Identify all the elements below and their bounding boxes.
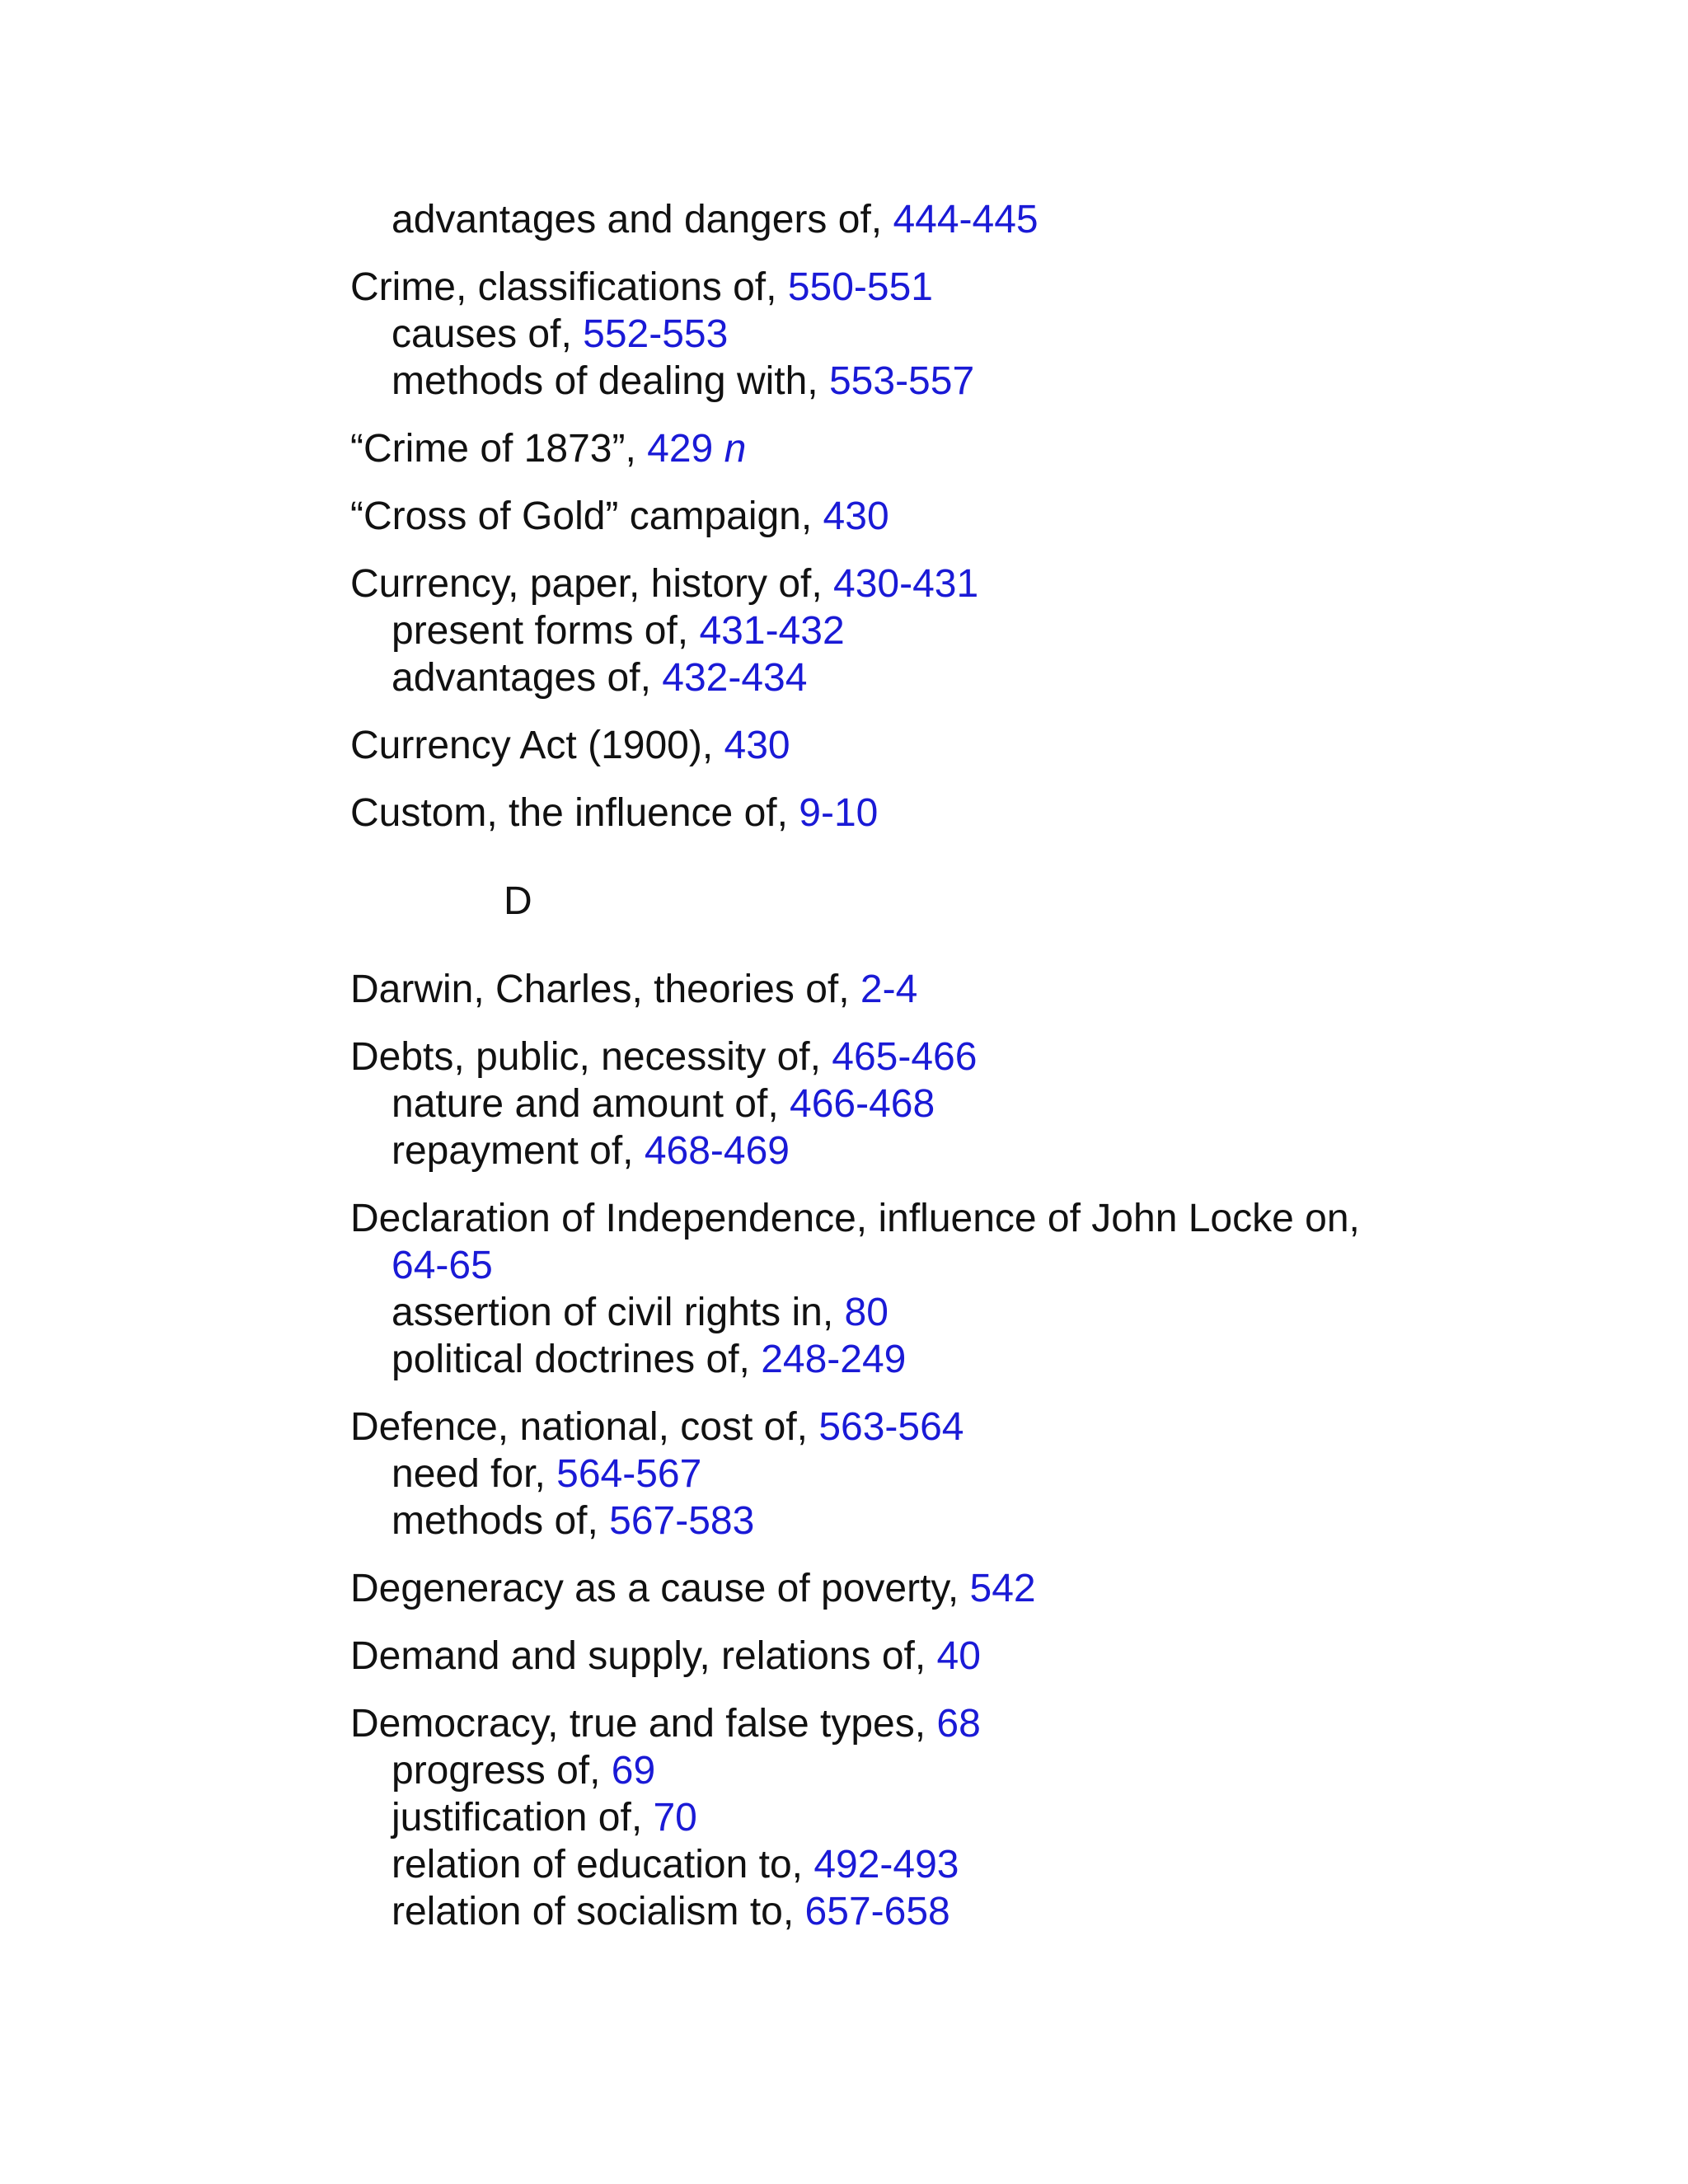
index-heading [350, 1404, 1504, 1451]
index-entry [350, 1404, 1504, 1544]
index-entry [350, 1700, 1504, 1935]
index-subentry [350, 1747, 1504, 1794]
entry-text: repayment of, [392, 1129, 645, 1173]
entry-text: “Cross of Gold” campaign, [350, 494, 823, 538]
index-subentry [350, 358, 1504, 405]
page-reference-link[interactable]: 468-469 [644, 1129, 790, 1173]
entry-text: Darwin, Charles, theories of, [350, 968, 860, 1011]
index-heading [350, 790, 1504, 837]
page-reference-link[interactable]: 553-557 [828, 359, 975, 403]
footnote-marker: n [724, 427, 747, 471]
entry-text: political doctrines of, [392, 1338, 762, 1381]
entry-text: advantages and dangers of, [392, 198, 893, 241]
index-entry [350, 722, 1504, 769]
page-reference-link[interactable]: 2-4 [860, 968, 918, 1011]
page-reference-link[interactable]: 564-567 [556, 1452, 702, 1496]
page-reference-link[interactable]: 40 [936, 1634, 981, 1678]
entry-text: present forms of, [392, 609, 700, 653]
entry-text: methods of dealing with, [392, 359, 829, 403]
page-reference-link[interactable]: 552-553 [583, 312, 729, 356]
index-heading [350, 966, 1504, 1013]
entry-text: nature and amount of, [392, 1082, 790, 1126]
page-reference-link[interactable]: 69 [611, 1749, 656, 1793]
page-reference-link[interactable]: 657-658 [804, 1890, 950, 1933]
index-subentry [350, 1888, 1504, 1935]
entry-text: Democracy, true and false types, [350, 1702, 937, 1746]
index-heading [350, 560, 1504, 607]
index-subentry [350, 196, 1504, 243]
index-heading [350, 493, 1504, 540]
index-subentry [350, 311, 1504, 358]
entry-text: relation of socialism to, [392, 1890, 805, 1933]
index-entry [350, 1033, 1504, 1174]
index-heading [350, 1700, 1504, 1747]
index-subentry [350, 1336, 1504, 1383]
index-subentry-wrap [350, 1242, 1504, 1289]
index-entry [350, 493, 1504, 540]
page-number: 429 [647, 427, 714, 471]
page-reference-link[interactable]: 492-493 [814, 1843, 959, 1886]
page-reference-link[interactable]: 466-468 [790, 1082, 935, 1126]
section-letter-heading: D [504, 879, 532, 923]
page-reference-link[interactable]: 567-583 [609, 1499, 755, 1543]
page-reference-link[interactable]: 430 [724, 724, 790, 767]
index-entry [350, 264, 1504, 405]
page-reference-link[interactable] [647, 427, 746, 471]
index-entry [350, 1633, 1504, 1680]
entry-text: advantages of, [392, 656, 663, 700]
page-reference-link[interactable]: 70 [653, 1796, 697, 1840]
index-subentry [350, 1794, 1504, 1841]
page-reference-link[interactable]: 248-249 [761, 1338, 907, 1381]
entry-text: Defence, national, cost of, [350, 1405, 819, 1449]
index-subentry [350, 1451, 1504, 1497]
page-reference-link[interactable]: 68 [936, 1702, 981, 1746]
index-heading [350, 425, 1504, 472]
page-reference-link[interactable]: 431-432 [699, 609, 845, 653]
index-entry [350, 1195, 1504, 1383]
page-reference-link[interactable]: 542 [969, 1567, 1036, 1610]
entry-text: justification of, [392, 1796, 654, 1840]
entry-text: Declaration of Independence, influence of John Locke on, [350, 1197, 1360, 1240]
index-subentry [350, 1080, 1504, 1127]
entry-text: Currency Act (1900), [350, 724, 724, 767]
entry-text: relation of education to, [392, 1843, 814, 1886]
page-reference-link[interactable]: 9-10 [799, 791, 879, 835]
page-reference-link[interactable]: 430-431 [833, 562, 979, 606]
index-heading [350, 1033, 1504, 1080]
entry-text: progress of, [392, 1749, 612, 1793]
index-subentry [350, 1497, 1504, 1544]
index-entry [350, 790, 1504, 837]
entry-text: Crime, classifications of, [350, 265, 788, 309]
index-subentry [350, 1841, 1504, 1888]
entry-text: Degeneracy as a cause of poverty, [350, 1567, 970, 1610]
entry-text: assertion of civil rights in, [392, 1291, 845, 1334]
index-subentry [350, 654, 1504, 701]
index-entry [350, 425, 1504, 472]
entry-text: “Crime of 1873”, [350, 427, 648, 471]
page-reference-link[interactable]: 465-466 [832, 1035, 978, 1079]
index-heading [350, 264, 1504, 311]
page-reference-link[interactable]: 563-564 [818, 1405, 964, 1449]
index-heading [350, 1633, 1504, 1680]
page-reference-link[interactable]: 432-434 [662, 656, 808, 700]
index-heading [350, 1195, 1504, 1242]
index-heading [350, 1565, 1504, 1612]
page-reference-link[interactable]: 64-65 [392, 1244, 493, 1287]
page-reference-link[interactable]: 550-551 [787, 265, 933, 309]
index-page [350, 196, 1504, 1956]
index-entry [350, 560, 1504, 701]
entry-text: Debts, public, necessity of, [350, 1035, 832, 1079]
entry-text: causes of, [392, 312, 584, 356]
entry-text: Currency, paper, history of, [350, 562, 834, 606]
page-reference-link[interactable]: 430 [823, 494, 889, 538]
index-heading [350, 722, 1504, 769]
page-reference-link[interactable]: 444-445 [893, 198, 1039, 241]
index-entry [350, 966, 1504, 1013]
index-subentry [350, 607, 1504, 654]
index-subentry [350, 1289, 1504, 1336]
index-entry [350, 196, 1504, 243]
page-reference-link[interactable]: 80 [844, 1291, 889, 1334]
index-entry [350, 1565, 1504, 1612]
entry-text: methods of, [392, 1499, 610, 1543]
index-subentry [350, 1127, 1504, 1174]
entry-text: need for, [392, 1452, 557, 1496]
entry-text: Custom, the influence of, [350, 791, 799, 835]
entry-text: Demand and supply, relations of, [350, 1634, 937, 1678]
